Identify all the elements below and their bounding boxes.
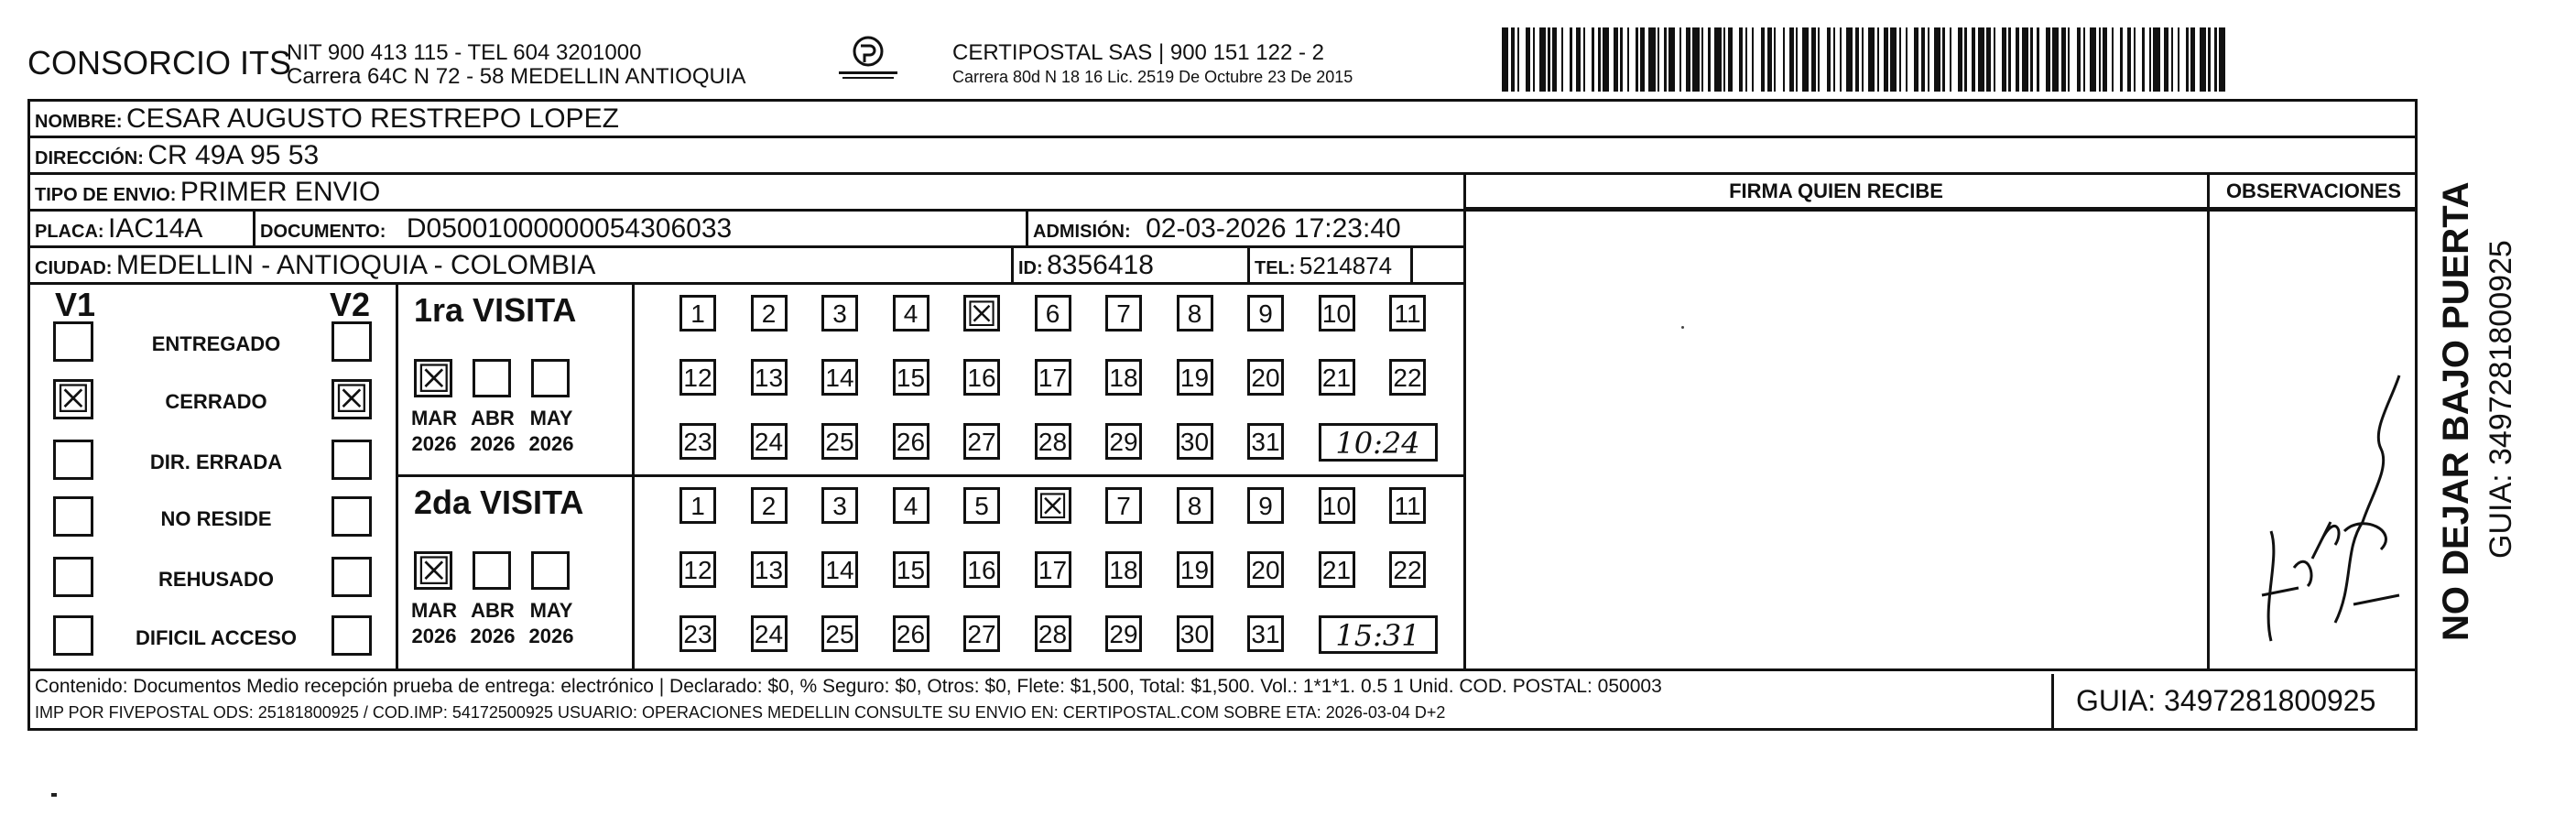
day-number: 20: [1251, 556, 1280, 584]
day-box[interactable]: [1177, 615, 1213, 652]
day-box[interactable]: [963, 359, 1000, 396]
day-number: 27: [967, 620, 996, 648]
status-v1-checkbox[interactable]: [53, 615, 93, 656]
day-number: 30: [1179, 428, 1210, 456]
status-v2-checkbox[interactable]: [332, 496, 372, 537]
status-v1-mark: [56, 618, 91, 653]
day-box[interactable]: [679, 295, 716, 331]
day-box[interactable]: [1319, 295, 1355, 331]
month-checkbox[interactable]: [414, 549, 452, 593]
day-box[interactable]: [821, 551, 858, 588]
status-v1-checkbox[interactable]: [53, 321, 93, 362]
documento-label: DOCUMENTO:: [260, 222, 386, 242]
day-box[interactable]: [1035, 615, 1071, 652]
visit-time[interactable]: 10:24: [1319, 423, 1438, 462]
tel-value: 5214874: [1299, 252, 1393, 279]
placa-value: IAC14A: [108, 213, 203, 244]
day-box[interactable]: [821, 615, 858, 652]
month-name: MAY: [529, 407, 573, 429]
day-box[interactable]: [893, 615, 929, 652]
day-box[interactable]: [893, 487, 929, 524]
month-checkbox[interactable]: [473, 551, 511, 590]
month-year: 2026: [470, 625, 516, 647]
day-number: 12: [683, 364, 712, 392]
id-value: 8356418: [1047, 250, 1154, 280]
ciudad-value: MEDELLIN - ANTIOQUIA - COLOMBIA: [115, 250, 596, 280]
day-box[interactable]: [1177, 359, 1213, 396]
day-box[interactable]: [1105, 359, 1142, 396]
day-number: 12: [683, 556, 712, 584]
day-box[interactable]: [1389, 487, 1426, 524]
day-box[interactable]: [1247, 423, 1284, 460]
day-box[interactable]: [1247, 359, 1284, 396]
month-year: 2026: [528, 432, 574, 455]
nombre-value: CESAR AUGUSTO RESTREPO LOPEZ: [126, 103, 619, 134]
nombre-label: NOMBRE:: [35, 112, 123, 132]
day-box[interactable]: [1177, 295, 1213, 331]
day-box[interactable]: [1247, 615, 1284, 652]
day-number: 15: [896, 364, 926, 392]
day-box[interactable]: [963, 294, 1000, 334]
firma-header: FIRMA QUIEN RECIBE: [1729, 179, 1943, 202]
day-number: 2: [761, 492, 777, 520]
day-box[interactable]: [963, 423, 1000, 460]
month-name: ABR: [471, 599, 515, 622]
day-number: 22: [1393, 556, 1422, 584]
day-number: 24: [754, 620, 784, 648]
day-box[interactable]: [1247, 295, 1284, 331]
day-box[interactable]: [1389, 295, 1426, 331]
day-number: 1: [690, 492, 705, 520]
month-year: 2026: [470, 432, 516, 455]
id-field: [1018, 249, 1154, 287]
day-number: 19: [1179, 364, 1210, 392]
day-number: 13: [754, 556, 784, 584]
day-number: 31: [1251, 428, 1280, 456]
side-guia: GUIA: 3497281800925: [2484, 240, 2518, 559]
day-box[interactable]: [1319, 487, 1355, 524]
day-number: 17: [1038, 364, 1068, 392]
documento-field: [260, 212, 732, 250]
status-v1-mark: [56, 499, 91, 534]
day-number: 25: [825, 620, 854, 648]
day-number: 8: [1187, 492, 1202, 520]
documento-value: D05001000000054306033: [406, 213, 733, 244]
day-box[interactable]: [1105, 295, 1142, 331]
day-number: 31: [1251, 620, 1280, 648]
ciudad-label: CIUDAD:: [35, 258, 113, 278]
month-year: 2026: [411, 625, 457, 647]
month-mark: [534, 554, 567, 587]
day-box[interactable]: [1105, 615, 1142, 652]
day-box[interactable]: [1177, 551, 1213, 588]
day-mark: ☒: [1037, 486, 1069, 527]
day-box[interactable]: [1035, 551, 1071, 588]
footer-guia: GUIA: 3497281800925: [2076, 684, 2376, 717]
visit-time[interactable]: 15:31: [1319, 615, 1438, 654]
status-label: DIR. ERRADA: [149, 451, 283, 473]
day-box[interactable]: [679, 359, 716, 396]
company-name: CONSORCIO ITS: [27, 44, 292, 82]
day-number: 19: [1179, 556, 1210, 584]
month-mark: ☒: [417, 356, 451, 401]
day-number: 11: [1394, 299, 1421, 328]
day-number: 4: [903, 492, 918, 520]
day-box[interactable]: [821, 487, 858, 524]
month-mark: ☒: [417, 549, 451, 593]
day-number: 25: [825, 428, 854, 456]
status-v1-checkbox[interactable]: [53, 557, 93, 597]
direccion-value: CR 49A 95 53: [147, 140, 320, 170]
status-v2-checkbox[interactable]: [332, 440, 372, 480]
day-box[interactable]: [893, 423, 929, 460]
day-box[interactable]: [751, 423, 788, 460]
day-box[interactable]: [751, 487, 788, 524]
day-number: 9: [1258, 299, 1273, 328]
day-box[interactable]: [1177, 423, 1213, 460]
day-number: 15: [896, 556, 926, 584]
month-year: 2026: [411, 432, 457, 455]
status-v1-mark: [56, 442, 91, 477]
day-number: 8: [1187, 299, 1202, 328]
status-v2-checkbox[interactable]: [332, 321, 372, 362]
status-v1-checkbox[interactable]: [53, 376, 93, 421]
day-box[interactable]: [751, 615, 788, 652]
company-address: Carrera 64C N 72 - 58 MEDELLIN ANTIOQUIA: [287, 64, 746, 89]
day-number: 3: [832, 492, 847, 520]
footer-print-line: IMP POR FIVEPOSTAL ODS: 25181800925 / COD.IMP: 54172500925 USUARIO: OPERACIONES MEDELLIN CONSULTE SU ENVIO EN: CERTIPOSTAL.COM SOBRE ETA: 2026-03-04 D+2: [35, 703, 1446, 722]
status-v2-mark: [334, 618, 369, 653]
tel-label: TEL:: [1255, 258, 1296, 278]
status-label: REHUSADO: [158, 568, 274, 591]
status-label: ENTREGADO: [151, 332, 281, 355]
day-box[interactable]: [751, 551, 788, 588]
status-v1-mark: ☒: [56, 376, 91, 421]
day-box[interactable]: [751, 359, 788, 396]
day-number: 26: [896, 428, 926, 456]
day-number: 23: [683, 428, 712, 456]
day-number: 28: [1038, 428, 1068, 456]
day-box[interactable]: [751, 295, 788, 331]
day-number: 4: [903, 299, 918, 328]
company-nit-tel: NIT 900 413 115 - TEL 604 3201000: [287, 40, 642, 65]
day-box[interactable]: [1105, 423, 1142, 460]
day-box[interactable]: [679, 423, 716, 460]
day-box[interactable]: [679, 615, 716, 652]
day-number: 21: [1321, 556, 1352, 584]
day-box[interactable]: [1105, 551, 1142, 588]
v2-header: V2: [330, 286, 371, 323]
carrier-line1: CERTIPOSTAL SAS | 900 151 122 - 2: [952, 40, 1324, 65]
day-number: 20: [1251, 364, 1280, 392]
day-number: 27: [967, 428, 996, 456]
tipo-envio-label: TIPO DE ENVIO:: [35, 185, 177, 205]
day-box[interactable]: [963, 487, 1000, 524]
month-mark: [475, 554, 508, 587]
scan-speck: [1681, 326, 1684, 329]
day-box[interactable]: [893, 359, 929, 396]
day-number: 26: [896, 620, 926, 648]
day-box[interactable]: [1247, 487, 1284, 524]
footer-guia-box: [2051, 674, 2418, 731]
day-number: 7: [1116, 492, 1131, 520]
day-box[interactable]: [821, 295, 858, 331]
admision-value: 02-03-2026 17:23:40: [1146, 213, 1401, 244]
day-box[interactable]: [1319, 551, 1355, 588]
day-number: 5: [974, 492, 989, 520]
day-number: 29: [1109, 428, 1138, 456]
status-v2-checkbox[interactable]: [332, 376, 372, 421]
status-v1-mark: [56, 324, 91, 359]
status-v2-mark: [334, 499, 369, 534]
day-number: 1: [690, 299, 705, 328]
month-mark: [534, 362, 567, 395]
nombre-row: [35, 103, 619, 140]
month-name: ABR: [471, 407, 515, 429]
day-number: 13: [754, 364, 784, 392]
day-number: 14: [825, 364, 854, 392]
day-number: 2: [761, 299, 777, 328]
status-v2-mark: [334, 324, 369, 359]
day-box[interactable]: [1177, 487, 1213, 524]
status-label: CERRADO: [165, 390, 267, 413]
month-checkbox[interactable]: [531, 551, 570, 590]
id-label: ID:: [1018, 258, 1043, 278]
month-checkbox[interactable]: [473, 359, 511, 397]
day-number: 16: [967, 556, 996, 584]
month-mark: [475, 362, 508, 395]
day-number: 6: [1045, 299, 1060, 328]
day-box[interactable]: [1035, 359, 1071, 396]
placa-label: PLACA:: [35, 222, 104, 242]
day-box[interactable]: [821, 423, 858, 460]
admision-label: ADMISIÓN:: [1033, 222, 1131, 242]
day-box[interactable]: [1035, 423, 1071, 460]
day-box[interactable]: [963, 615, 1000, 652]
day-number: 21: [1321, 364, 1352, 392]
day-number: 14: [825, 556, 854, 584]
v1-header: V1: [55, 286, 96, 323]
day-number: 23: [683, 620, 712, 648]
carrier-line2: Carrera 80d N 18 16 Lic. 2519 De Octubre 23 De 2015: [952, 68, 1353, 86]
admision-field: [1033, 212, 1401, 250]
day-number: 7: [1116, 299, 1131, 328]
status-label: NO RESIDE: [160, 507, 272, 530]
status-v2-mark: ☒: [334, 376, 369, 421]
observaciones-header: OBSERVACIONES: [2225, 179, 2402, 202]
day-number: 29: [1109, 620, 1138, 648]
ciudad-field: [35, 249, 595, 287]
day-number: 10: [1321, 492, 1352, 520]
status-v1-mark: [56, 560, 91, 594]
month-checkbox[interactable]: [414, 356, 452, 401]
day-box[interactable]: [963, 551, 1000, 588]
day-number: 10: [1321, 299, 1352, 328]
side-warning: NO DEJAR BAJO PUERTA: [2436, 181, 2476, 641]
day-box[interactable]: [893, 551, 929, 588]
day-number: 9: [1258, 492, 1273, 520]
day-number: 24: [754, 428, 784, 456]
direccion-label: DIRECCIÓN:: [35, 148, 144, 168]
observation-handwriting: [2244, 348, 2408, 650]
visit-title: 1ra VISITA: [414, 291, 577, 329]
day-box[interactable]: [679, 551, 716, 588]
month-name: MAY: [529, 599, 573, 622]
month-year: 2026: [528, 625, 574, 647]
day-number: 30: [1179, 620, 1210, 648]
day-box[interactable]: [1035, 295, 1071, 331]
scan-speck: [51, 793, 57, 797]
day-number: 22: [1393, 364, 1422, 392]
day-box[interactable]: [1389, 359, 1426, 396]
day-box[interactable]: [1389, 551, 1426, 588]
footer-content-line: Contenido: Documentos Medio recepción prueba de entrega: electrónico | Declarado: $0, % Seguro: $0, Otros: $0, Flete: $1,500, Total: $1,500. Vol.: 1*1*1. 0.5 1 Unid. COD. POSTAL: 050003: [35, 676, 1662, 697]
direccion-row: [35, 139, 319, 177]
day-box[interactable]: [1035, 486, 1071, 527]
day-number: 3: [832, 299, 847, 328]
visit-title: 2da VISITA: [414, 484, 584, 521]
barcode-image: [1502, 27, 2234, 92]
month-name: MAR: [410, 407, 458, 429]
day-box[interactable]: [893, 295, 929, 331]
status-label: DIFICIL ACCESO: [135, 626, 297, 649]
day-box[interactable]: [821, 359, 858, 396]
day-box[interactable]: [679, 487, 716, 524]
day-mark: ☒: [966, 294, 998, 334]
day-number: 18: [1109, 556, 1138, 584]
day-number: 16: [967, 364, 996, 392]
tipo-envio-row: [35, 176, 380, 213]
month-checkbox[interactable]: [531, 359, 570, 397]
day-number: 17: [1038, 556, 1068, 584]
day-box[interactable]: [1105, 487, 1142, 524]
day-box[interactable]: [1319, 359, 1355, 396]
tipo-envio-value: PRIMER ENVIO: [179, 177, 381, 207]
certipostal-logo: [830, 35, 907, 90]
day-number: 11: [1394, 492, 1421, 520]
status-v2-checkbox[interactable]: [332, 615, 372, 656]
placa-field: [35, 212, 202, 250]
day-number: 18: [1109, 364, 1138, 392]
status-v2-checkbox[interactable]: [332, 557, 372, 597]
day-box[interactable]: [1247, 551, 1284, 588]
status-v1-checkbox[interactable]: [53, 496, 93, 537]
status-v1-checkbox[interactable]: [53, 440, 93, 480]
tel-field: [1255, 249, 1392, 287]
status-v2-mark: [334, 442, 369, 477]
day-number: 28: [1038, 620, 1068, 648]
status-v2-mark: [334, 560, 369, 594]
month-name: MAR: [410, 599, 458, 622]
